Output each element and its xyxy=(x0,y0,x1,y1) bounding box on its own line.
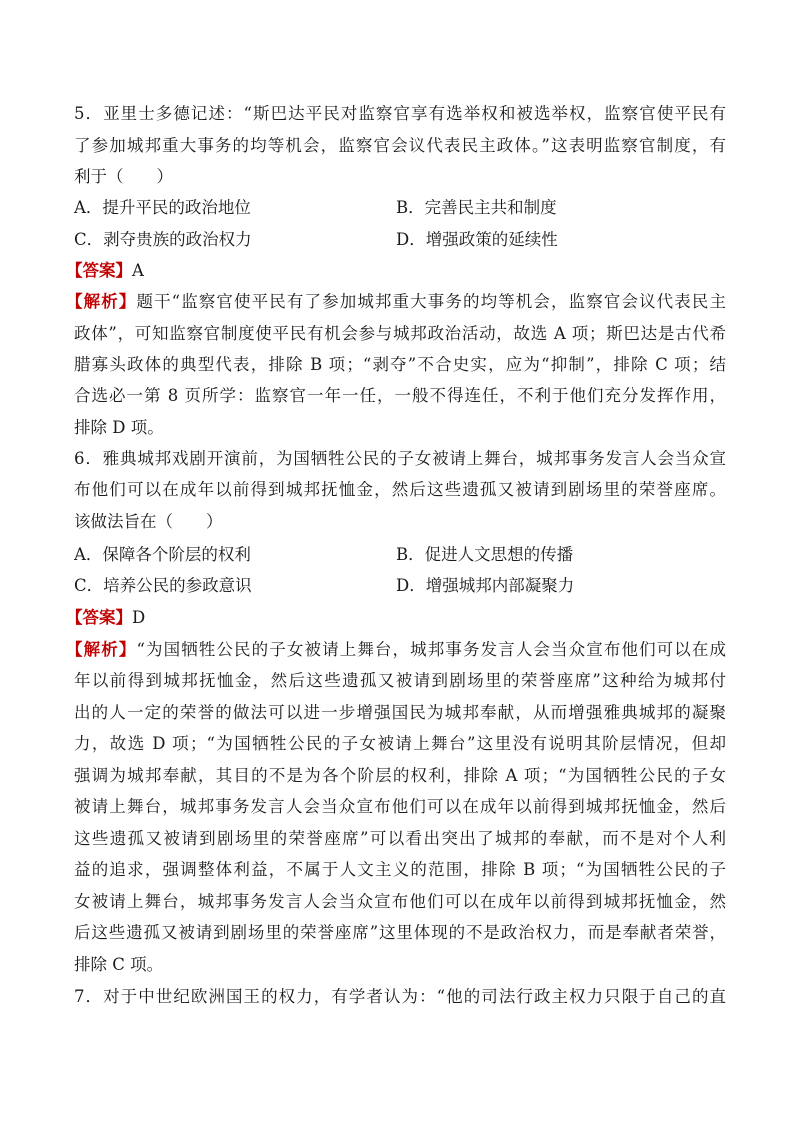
q6-analysis-line-11: 排除 C 项。 xyxy=(74,955,164,974)
q6-stem-line-2: 布他们可以在成年以前得到城邦抚恤金，然后这些遗孤又被请到剧场里的荣誉座席。 xyxy=(74,480,726,499)
answer-tag: 【答案】 xyxy=(66,261,132,280)
q5-option-a: A．提升平民的政治地位 xyxy=(74,198,251,217)
answer-value: A xyxy=(132,261,144,280)
q6-analysis-line-8: 益的追求，强调整体利益，不属于人文主义的范围，排除 B 项；“为国牺牲公民的子 xyxy=(74,860,726,879)
q6-option-d: D．增强城邦内部凝聚力 xyxy=(396,576,575,595)
answer-tag: 【答案】 xyxy=(66,608,132,627)
q6-option-a: A．保障各个阶层的权利 xyxy=(74,545,251,564)
q6-analysis-line-2: 年以前得到城邦抚恤金，然后这些遗孤又被请到剧场里的荣誉座席”这种给为城邦付 xyxy=(74,671,726,690)
q6-analysis-line-1: 【解析】“为国牺牲公民的子女被请上舞台，城邦事务发言人会当众宣布他们可以在成 xyxy=(66,640,727,659)
q5-answer xyxy=(66,261,144,281)
q5-stem-line-2: 了参加城邦重大事务的均等机会，监察官会议代表民主政体。”这表明监察官制度，有 xyxy=(74,136,726,155)
q6-answer xyxy=(66,608,145,628)
q6-analysis-line-3: 出的人一定的荣誉的做法可以进一步增强国民为城邦奉献，从而增强雅典城邦的凝聚 xyxy=(74,703,726,722)
q5-option-b: B．完善民主共和制度 xyxy=(396,198,557,217)
q6-analysis-line-5: 强调为城邦奉献，其目的不是为各个阶层的权利，排除 A 项；“为国牺牲公民的子女 xyxy=(74,766,726,785)
q6-analysis-line-4: 力，故选 D 项；“为国牺牲公民的子女被请上舞台”这里没有说明其阶层情况，但却 xyxy=(74,734,726,753)
q6-stem-line-3: 该做法旨在（ ） xyxy=(74,512,223,531)
q5-analysis-line-2: 政体”，可知监察官制度使平民有机会参与城邦政治活动，故选 A 项；斯巴达是古代希 xyxy=(74,324,726,343)
q6-analysis-line-6: 被请上舞台，城邦事务发言人会当众宣布他们可以在成年以前得到城邦抚恤金，然后 xyxy=(74,797,726,816)
q6-option-c: C．培养公民的参政意识 xyxy=(74,576,252,595)
q5-option-c: C．剥夺贵族的政治权力 xyxy=(74,230,252,249)
analysis-tag: 【解析】 xyxy=(66,640,137,659)
q5-analysis-line-3: 腊寡头政体的典型代表，排除 B 项；“剥夺”不合史实，应为“抑制”，排除 C 项；结 xyxy=(74,355,726,374)
q5-analysis-line-1: 【解析】题干“监察官使平民有了参加城邦重大事务的均等机会，监察官会议代表民主 xyxy=(66,292,727,311)
q5-option-d: D．增强政策的延续性 xyxy=(396,230,558,249)
analysis-tag: 【解析】 xyxy=(66,292,137,311)
q6-stem-line-1: 6．雅典城邦戏剧开演前，为国牺牲公民的子女被请上舞台，城邦事务发言人会当众宣 xyxy=(74,449,726,468)
q5-stem-line-1: 5．亚里士多德记述：“斯巴达平民对监察官享有选举权和被选举权，监察官使平民有 xyxy=(74,104,726,123)
q6-analysis-line-9: 女被请上舞台，城邦事务发言人会当众宣布他们可以在成年以前得到城邦抚恤金，然 xyxy=(74,892,726,911)
q5-stem-line-3: 利于（ ） xyxy=(74,167,173,186)
q6-analysis-line-7: 这些遗孤又被请到剧场里的荣誉座席”可以看出突出了城邦的奉献，而不是对个人利 xyxy=(74,829,726,848)
answer-value: D xyxy=(132,608,146,627)
q5-analysis-line-4: 合选必一第 8 页所学：监察官一年一任，一般不得连任，不利于他们充分发挥作用， xyxy=(74,386,726,405)
q6-analysis-line-10: 后这些遗孤又被请到剧场里的荣誉座席”这里体现的不是政治权力，而是奉献者荣誉， xyxy=(74,923,726,942)
q6-option-b: B．促进人文思想的传播 xyxy=(396,545,574,564)
q7-stem-line-1: 7．对于中世纪欧洲国王的权力，有学者认为：“他的司法行政主权力只限于自己的直 xyxy=(74,987,726,1006)
q5-analysis-line-5: 排除 D 项。 xyxy=(74,418,164,437)
